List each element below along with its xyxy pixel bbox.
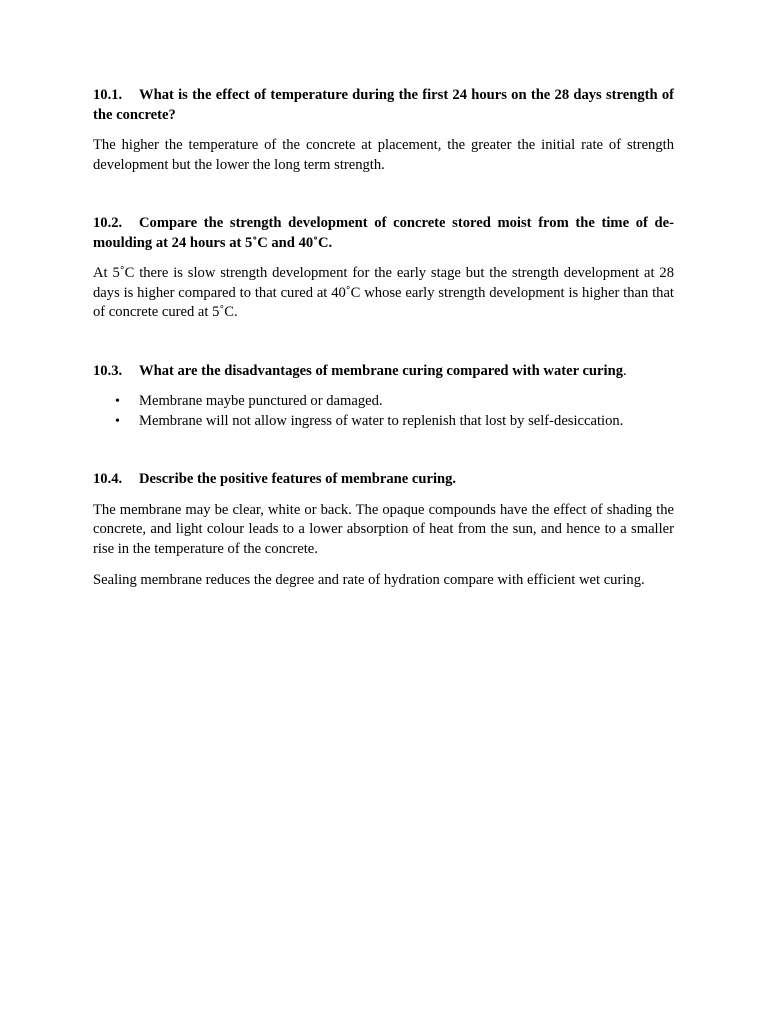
list-item bbox=[93, 412, 674, 432]
question-number: 10.3. bbox=[93, 362, 123, 379]
section-10-3 bbox=[93, 362, 674, 432]
question-heading bbox=[93, 86, 674, 125]
section-10-4 bbox=[93, 470, 674, 591]
question-heading bbox=[93, 470, 674, 490]
question-text: What is the effect of temperature during the first 24 hours on the 28 days strength of the concrete? bbox=[93, 87, 674, 123]
section-10-1 bbox=[93, 86, 674, 175]
answer-paragraph: At 5˚C there is slow strength development for the early stage but the strength development at 28 days is higher compared to that cured at 40˚C whose early strength development is higher than that of concrete cured at 5˚C. bbox=[93, 265, 674, 320]
list-item bbox=[93, 392, 674, 412]
question-number: 10.1. bbox=[93, 87, 123, 103]
answer-paragraph: The higher the temperature of the concrete at placement, the greater the initial rate of strength development but the lower the long term strength. bbox=[93, 137, 674, 173]
bullet-list bbox=[93, 392, 674, 431]
section-spacer bbox=[93, 335, 674, 362]
section-spacer bbox=[93, 187, 674, 214]
question-text: Compare the strength development of concrete stored moist from the time of de-moulding at 24 hours at 5˚C and 40˚C. bbox=[93, 215, 674, 251]
question-heading bbox=[93, 362, 674, 382]
question-number: 10.4. bbox=[93, 471, 123, 487]
list-item-text: Membrane maybe punctured or damaged. bbox=[139, 393, 383, 409]
answer-paragraph: The membrane may be clear, white or back. The opaque compounds have the effect of shading the concrete, and light colour leads to a lower absorption of heat from the sun, and hence to a smaller rise in the temperature of the concrete. bbox=[93, 501, 674, 557]
question-end-punctuation: . bbox=[623, 362, 627, 379]
section-spacer bbox=[93, 443, 674, 470]
list-item-text: Membrane will not allow ingress of water to replenish that lost by self-desiccation. bbox=[139, 412, 624, 429]
answer-paragraph: Sealing membrane reduces the degree and rate of hydration compare with efficient wet curing. bbox=[93, 572, 645, 588]
section-10-2 bbox=[93, 214, 674, 323]
bullet-icon: • bbox=[115, 394, 120, 409]
bullet-icon: • bbox=[115, 413, 120, 429]
document-page bbox=[93, 86, 674, 603]
question-text: Describe the positive features of membrane curing. bbox=[139, 471, 457, 487]
question-heading bbox=[93, 214, 674, 253]
question-number: 10.2. bbox=[93, 215, 123, 231]
question-text: What are the disadvantages of membrane curing compared with water curing bbox=[139, 362, 623, 379]
